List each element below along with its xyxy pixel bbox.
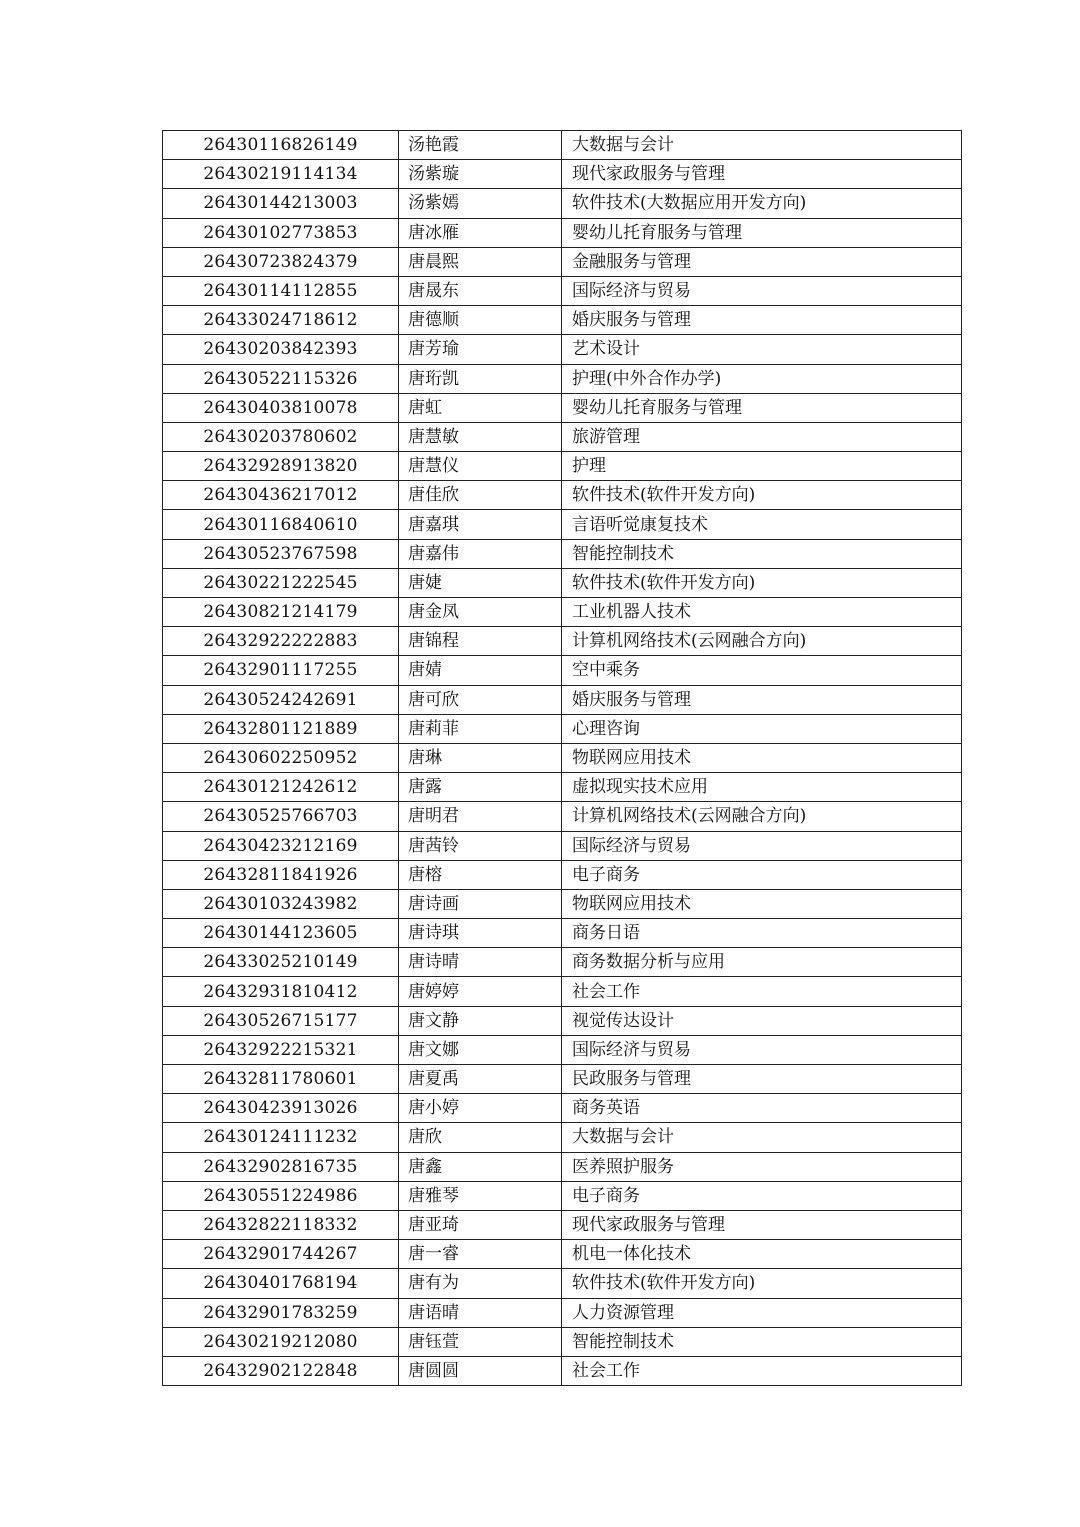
table-row <box>163 598 962 627</box>
exam-number-cell: 26432901117255 <box>163 656 399 685</box>
student-name-cell: 唐文静 <box>399 1006 562 1035</box>
exam-number-cell: 26432902122848 <box>163 1356 399 1385</box>
exam-number-cell: 26430551224986 <box>163 1181 399 1210</box>
exam-number-cell: 26430219212080 <box>163 1327 399 1356</box>
table-row <box>163 1327 962 1356</box>
table-row <box>163 1298 962 1327</box>
table-row <box>163 218 962 247</box>
major-cell: 护理 <box>562 452 962 481</box>
student-name-cell: 唐榕 <box>399 860 562 889</box>
student-name-cell: 唐锦程 <box>399 627 562 656</box>
student-name-cell: 唐可欣 <box>399 685 562 714</box>
student-name-cell: 唐钰萱 <box>399 1327 562 1356</box>
exam-number-cell: 26432902816735 <box>163 1152 399 1181</box>
table-row <box>163 919 962 948</box>
exam-number-cell: 26430423913026 <box>163 1094 399 1123</box>
student-name-cell: 唐露 <box>399 773 562 802</box>
student-name-cell: 唐雅琴 <box>399 1181 562 1210</box>
major-cell: 计算机网络技术(云网融合方向) <box>562 627 962 656</box>
table-row <box>163 889 962 918</box>
student-name-cell: 唐茜铃 <box>399 831 562 860</box>
table-row <box>163 977 962 1006</box>
table-row <box>163 773 962 802</box>
major-cell: 婚庆服务与管理 <box>562 306 962 335</box>
major-cell: 医养照护服务 <box>562 1152 962 1181</box>
table-row <box>163 1152 962 1181</box>
student-name-cell: 唐慧敏 <box>399 422 562 451</box>
exam-number-cell: 26430219114134 <box>163 160 399 189</box>
student-name-cell: 唐琳 <box>399 743 562 772</box>
student-name-cell: 唐莉菲 <box>399 714 562 743</box>
student-name-cell: 唐小婷 <box>399 1094 562 1123</box>
student-name-cell: 唐一睿 <box>399 1240 562 1269</box>
student-name-cell: 唐虹 <box>399 393 562 422</box>
table-row <box>163 1006 962 1035</box>
exam-number-cell: 26430116840610 <box>163 510 399 539</box>
student-name-cell: 唐婷婷 <box>399 977 562 1006</box>
exam-number-cell: 26430723824379 <box>163 247 399 276</box>
major-cell: 虚拟现实技术应用 <box>562 773 962 802</box>
table-row <box>163 1356 962 1385</box>
table-row <box>163 510 962 539</box>
student-name-cell: 唐欣 <box>399 1123 562 1152</box>
table-row <box>163 131 962 160</box>
exam-number-cell: 26432922222883 <box>163 627 399 656</box>
table-row <box>163 714 962 743</box>
major-cell: 大数据与会计 <box>562 131 962 160</box>
major-cell: 婴幼儿托育服务与管理 <box>562 218 962 247</box>
exam-number-cell: 26432801121889 <box>163 714 399 743</box>
table-row <box>163 1210 962 1239</box>
table-row <box>163 743 962 772</box>
major-cell: 电子商务 <box>562 860 962 889</box>
major-cell: 软件技术(大数据应用开发方向) <box>562 189 962 218</box>
table-row <box>163 1123 962 1152</box>
exam-number-cell: 26430114112855 <box>163 276 399 305</box>
table-row <box>163 247 962 276</box>
exam-number-cell: 26432922215321 <box>163 1035 399 1064</box>
student-name-cell: 唐婧 <box>399 656 562 685</box>
student-name-cell: 唐德顺 <box>399 306 562 335</box>
exam-number-cell: 26432901744267 <box>163 1240 399 1269</box>
student-name-cell: 唐有为 <box>399 1269 562 1298</box>
student-name-cell: 唐圆圆 <box>399 1356 562 1385</box>
major-cell: 言语听觉康复技术 <box>562 510 962 539</box>
major-cell: 机电一体化技术 <box>562 1240 962 1269</box>
exam-number-cell: 26430423212169 <box>163 831 399 860</box>
table-row <box>163 831 962 860</box>
major-cell: 婚庆服务与管理 <box>562 685 962 714</box>
student-name-cell: 唐晨熙 <box>399 247 562 276</box>
table-row <box>163 189 962 218</box>
major-cell: 社会工作 <box>562 977 962 1006</box>
exam-number-cell: 26430436217012 <box>163 481 399 510</box>
exam-number-cell: 26430522115326 <box>163 364 399 393</box>
major-cell: 物联网应用技术 <box>562 889 962 918</box>
major-cell: 婴幼儿托育服务与管理 <box>562 393 962 422</box>
student-name-cell: 唐语晴 <box>399 1298 562 1327</box>
table-row <box>163 1240 962 1269</box>
major-cell: 民政服务与管理 <box>562 1065 962 1094</box>
major-cell: 软件技术(软件开发方向) <box>562 481 962 510</box>
exam-number-cell: 26432901783259 <box>163 1298 399 1327</box>
student-name-cell: 唐嘉伟 <box>399 539 562 568</box>
major-cell: 物联网应用技术 <box>562 743 962 772</box>
student-name-cell: 唐金凤 <box>399 598 562 627</box>
student-name-cell: 唐芳瑜 <box>399 335 562 364</box>
student-name-cell: 唐诗画 <box>399 889 562 918</box>
roster-table-body <box>163 131 962 1386</box>
table-row <box>163 1181 962 1210</box>
student-name-cell: 唐珩凯 <box>399 364 562 393</box>
student-name-cell: 唐鑫 <box>399 1152 562 1181</box>
exam-number-cell: 26432811841926 <box>163 860 399 889</box>
table-row <box>163 335 962 364</box>
exam-number-cell: 26430526715177 <box>163 1006 399 1035</box>
exam-number-cell: 26430602250952 <box>163 743 399 772</box>
student-name-cell: 唐文娜 <box>399 1035 562 1064</box>
major-cell: 国际经济与贸易 <box>562 831 962 860</box>
major-cell: 工业机器人技术 <box>562 598 962 627</box>
table-row <box>163 802 962 831</box>
table-row <box>163 627 962 656</box>
table-row <box>163 948 962 977</box>
major-cell: 国际经济与贸易 <box>562 276 962 305</box>
table-row <box>163 160 962 189</box>
table-row <box>163 1065 962 1094</box>
student-name-cell: 唐诗琪 <box>399 919 562 948</box>
student-name-cell: 唐冰雁 <box>399 218 562 247</box>
table-row <box>163 452 962 481</box>
exam-number-cell: 26430116826149 <box>163 131 399 160</box>
table-row <box>163 656 962 685</box>
exam-number-cell: 26430523767598 <box>163 539 399 568</box>
table-row <box>163 1035 962 1064</box>
table-row <box>163 364 962 393</box>
exam-number-cell: 26430821214179 <box>163 598 399 627</box>
student-name-cell: 唐慧仪 <box>399 452 562 481</box>
exam-number-cell: 26432811780601 <box>163 1065 399 1094</box>
student-name-cell: 唐嘉琪 <box>399 510 562 539</box>
table-row <box>163 1094 962 1123</box>
major-cell: 商务数据分析与应用 <box>562 948 962 977</box>
major-cell: 软件技术(软件开发方向) <box>562 1269 962 1298</box>
exam-number-cell: 26432822118332 <box>163 1210 399 1239</box>
major-cell: 金融服务与管理 <box>562 247 962 276</box>
table-row <box>163 276 962 305</box>
exam-number-cell: 26433024718612 <box>163 306 399 335</box>
major-cell: 视觉传达设计 <box>562 1006 962 1035</box>
table-row <box>163 860 962 889</box>
major-cell: 社会工作 <box>562 1356 962 1385</box>
table-row <box>163 422 962 451</box>
major-cell: 人力资源管理 <box>562 1298 962 1327</box>
student-name-cell: 汤艳霞 <box>399 131 562 160</box>
major-cell: 智能控制技术 <box>562 539 962 568</box>
admission-roster-table <box>162 130 962 1386</box>
student-name-cell: 唐亚琦 <box>399 1210 562 1239</box>
exam-number-cell: 26432931810412 <box>163 977 399 1006</box>
table-row <box>163 481 962 510</box>
major-cell: 现代家政服务与管理 <box>562 160 962 189</box>
exam-number-cell: 26432928913820 <box>163 452 399 481</box>
exam-number-cell: 26430144213003 <box>163 189 399 218</box>
major-cell: 空中乘务 <box>562 656 962 685</box>
table-row <box>163 568 962 597</box>
exam-number-cell: 26430221222545 <box>163 568 399 597</box>
exam-number-cell: 26430203780602 <box>163 422 399 451</box>
major-cell: 商务英语 <box>562 1094 962 1123</box>
major-cell: 大数据与会计 <box>562 1123 962 1152</box>
exam-number-cell: 26430103243982 <box>163 889 399 918</box>
exam-number-cell: 26430525766703 <box>163 802 399 831</box>
exam-number-cell: 26430203842393 <box>163 335 399 364</box>
major-cell: 软件技术(软件开发方向) <box>562 568 962 597</box>
major-cell: 心理咨询 <box>562 714 962 743</box>
major-cell: 护理(中外合作办学) <box>562 364 962 393</box>
exam-number-cell: 26430102773853 <box>163 218 399 247</box>
table-row <box>163 685 962 714</box>
student-name-cell: 唐晟东 <box>399 276 562 305</box>
table-row <box>163 306 962 335</box>
student-name-cell: 唐诗晴 <box>399 948 562 977</box>
table-row <box>163 393 962 422</box>
major-cell: 商务日语 <box>562 919 962 948</box>
major-cell: 智能控制技术 <box>562 1327 962 1356</box>
major-cell: 现代家政服务与管理 <box>562 1210 962 1239</box>
student-name-cell: 唐佳欣 <box>399 481 562 510</box>
exam-number-cell: 26430401768194 <box>163 1269 399 1298</box>
exam-number-cell: 26430144123605 <box>163 919 399 948</box>
exam-number-cell: 26433025210149 <box>163 948 399 977</box>
exam-number-cell: 26430121242612 <box>163 773 399 802</box>
student-name-cell: 唐婕 <box>399 568 562 597</box>
major-cell: 计算机网络技术(云网融合方向) <box>562 802 962 831</box>
exam-number-cell: 26430403810078 <box>163 393 399 422</box>
exam-number-cell: 26430124111232 <box>163 1123 399 1152</box>
student-name-cell: 唐明君 <box>399 802 562 831</box>
table-row <box>163 1269 962 1298</box>
table-row <box>163 539 962 568</box>
student-name-cell: 唐夏禹 <box>399 1065 562 1094</box>
major-cell: 旅游管理 <box>562 422 962 451</box>
student-name-cell: 汤紫嫣 <box>399 189 562 218</box>
major-cell: 电子商务 <box>562 1181 962 1210</box>
major-cell: 艺术设计 <box>562 335 962 364</box>
major-cell: 国际经济与贸易 <box>562 1035 962 1064</box>
exam-number-cell: 26430524242691 <box>163 685 399 714</box>
student-name-cell: 汤紫璇 <box>399 160 562 189</box>
